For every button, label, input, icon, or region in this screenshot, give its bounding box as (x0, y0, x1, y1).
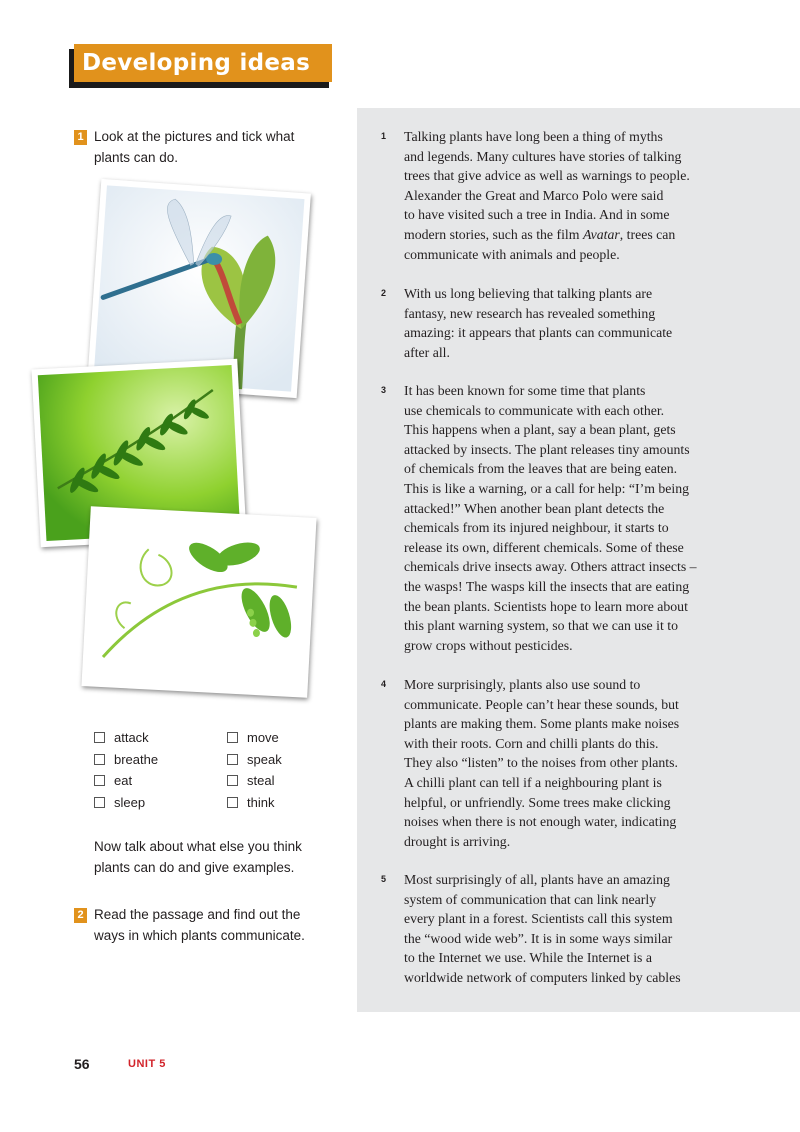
passage-line: attacked by insects. The plant releases tiny amounts (404, 441, 690, 457)
passage-line: amazing: it appears that plants can communicate (404, 325, 673, 341)
option-label: move (247, 730, 279, 746)
option-label: think (247, 794, 275, 810)
unit-label: UNIT 5 (128, 1058, 166, 1070)
passage-line: Alexander the Great and Marco Polo were said (404, 187, 664, 203)
task-1-line: plants can do. (94, 150, 179, 165)
task-1-line: Look at the pictures and tick what (94, 129, 295, 144)
option-move[interactable] (227, 727, 282, 749)
section-title: Developing ideas (82, 50, 311, 76)
paragraph-number: 4 (381, 679, 387, 689)
passage-line: communicate. People can’t hear these sounds, but (404, 696, 679, 712)
passage-line: of chemicals from the leaves that are being eaten. (404, 461, 678, 477)
arrow-left-icon (382, 54, 392, 72)
passage-line: attacked!” When another bean plant detects the (404, 500, 665, 516)
page-number: 56 (74, 1056, 90, 1072)
option-think[interactable] (227, 792, 282, 814)
passage-line: to have visited such a tree in India. And in some (404, 207, 670, 223)
option-eat[interactable] (94, 770, 158, 792)
passage-line: Talking plants have long been a thing of myths (404, 129, 663, 144)
passage-line: worldwide network of computers linked by cables (404, 969, 681, 985)
paragraph-number: 1 (381, 131, 387, 141)
paragraph-number: 3 (381, 385, 387, 395)
passage-line: the bean plants. Scientists hope to learn more about (404, 598, 688, 614)
options-right-column (227, 727, 282, 813)
banner-divider (371, 50, 372, 76)
passage-line: With us long believing that talking plants are (404, 286, 653, 301)
passage-line: after all. (404, 344, 450, 360)
passage-line: system of communication that can link nearly (404, 891, 657, 907)
header-banner (74, 44, 332, 82)
pea-plant-photo (81, 506, 316, 698)
passage-line: use chemicals to communicate with each other. (404, 402, 665, 418)
follow-up-instruction (94, 836, 302, 878)
passage-line: fantasy, new research has revealed something (404, 305, 656, 321)
passage-line: This happens when a plant, say a bean plant, gets (404, 422, 676, 438)
task-2-line: Read the passage and find out the (94, 907, 301, 922)
checkbox[interactable] (94, 775, 105, 786)
checkbox[interactable] (94, 732, 105, 743)
follow-up-line: plants can do and give examples. (94, 860, 295, 875)
film-title: Avatar (582, 226, 620, 242)
passage-line: this plant warning system, so that we can use it to (404, 618, 678, 634)
option-label: sleep (114, 794, 146, 810)
passage-line: grow crops without pesticides. (404, 637, 573, 653)
passage-line: It has been known for some time that plants (404, 383, 646, 398)
paragraph-3 (404, 381, 697, 655)
checkbox[interactable] (94, 754, 105, 765)
paragraph-number: 5 (381, 874, 387, 884)
passage-line: noises when there is not enough water, indicating (404, 814, 677, 830)
passage-line: helpful, or unfriendly. Some trees make clicking (404, 794, 671, 810)
passage-line: communicate with animals and people. (404, 246, 620, 262)
passage-line: chemicals from its injured neighbour, it starts to (404, 520, 669, 536)
paragraph-5 (404, 870, 681, 988)
passage-line: trees that give advice as well as warnings to people. (404, 168, 690, 184)
passage-line: drought is arriving. (404, 833, 511, 849)
option-breathe[interactable] (94, 749, 158, 771)
option-steal[interactable] (227, 770, 282, 792)
option-attack[interactable] (94, 727, 158, 749)
option-label: attack (114, 730, 149, 746)
checkbox[interactable] (227, 754, 238, 765)
task-2-line: ways in which plants communicate. (94, 928, 305, 943)
option-label: steal (247, 773, 275, 789)
options-left-column (94, 727, 158, 813)
option-sleep[interactable] (94, 792, 158, 814)
checkbox[interactable] (227, 732, 238, 743)
task-number-1: 1 (74, 130, 87, 145)
task-number-2: 2 (74, 908, 87, 923)
option-speak[interactable] (227, 749, 282, 771)
passage-line: A chilli plant can tell if a neighbouring plant is (404, 774, 662, 790)
passage-line: More surprisingly, plants also use sound to (404, 677, 641, 692)
task-2-instruction (94, 904, 305, 946)
checkbox[interactable] (94, 797, 105, 808)
option-label: breathe (114, 751, 159, 767)
passage-line: and legends. Many cultures have stories of talking (404, 148, 682, 164)
option-label: speak (247, 751, 282, 767)
paragraph-number: 2 (381, 288, 387, 298)
passage-line: the wasps! The wasps kill the insects that are eating (404, 578, 690, 594)
passage-line: every plant in a forest. Scientists call this system (404, 911, 673, 927)
passage-line: This is like a warning, or a call for help: “I’m being (404, 480, 690, 496)
checkbox[interactable] (227, 775, 238, 786)
paragraph-4 (404, 675, 679, 851)
passage-line: with their roots. Corn and chilli plants do this. (404, 735, 659, 751)
passage-line: release its own, different chemicals. Some of these (404, 539, 684, 555)
passage-line: They also “listen” to the noises from other plants. (404, 755, 678, 771)
option-label: eat (114, 773, 133, 789)
checkbox[interactable] (227, 797, 238, 808)
passage-line: chemicals drive insects away. Others attract insects – (404, 559, 697, 575)
passage-line: the “wood wide web”. It is in some ways similar (404, 930, 673, 946)
passage-line: to the Internet we use. While the Internet is a (404, 950, 653, 966)
paragraph-2 (404, 284, 672, 362)
passage-line: plants are making them. Some plants make noises (404, 716, 680, 732)
passage-line: modern stories, such as the film Avatar, trees can (404, 226, 676, 242)
follow-up-line: Now talk about what else you think (94, 839, 302, 854)
passage-line: Most surprisingly of all, plants have an amazing (404, 872, 670, 887)
paragraph-1 (404, 127, 690, 264)
task-1-instruction (94, 126, 294, 168)
